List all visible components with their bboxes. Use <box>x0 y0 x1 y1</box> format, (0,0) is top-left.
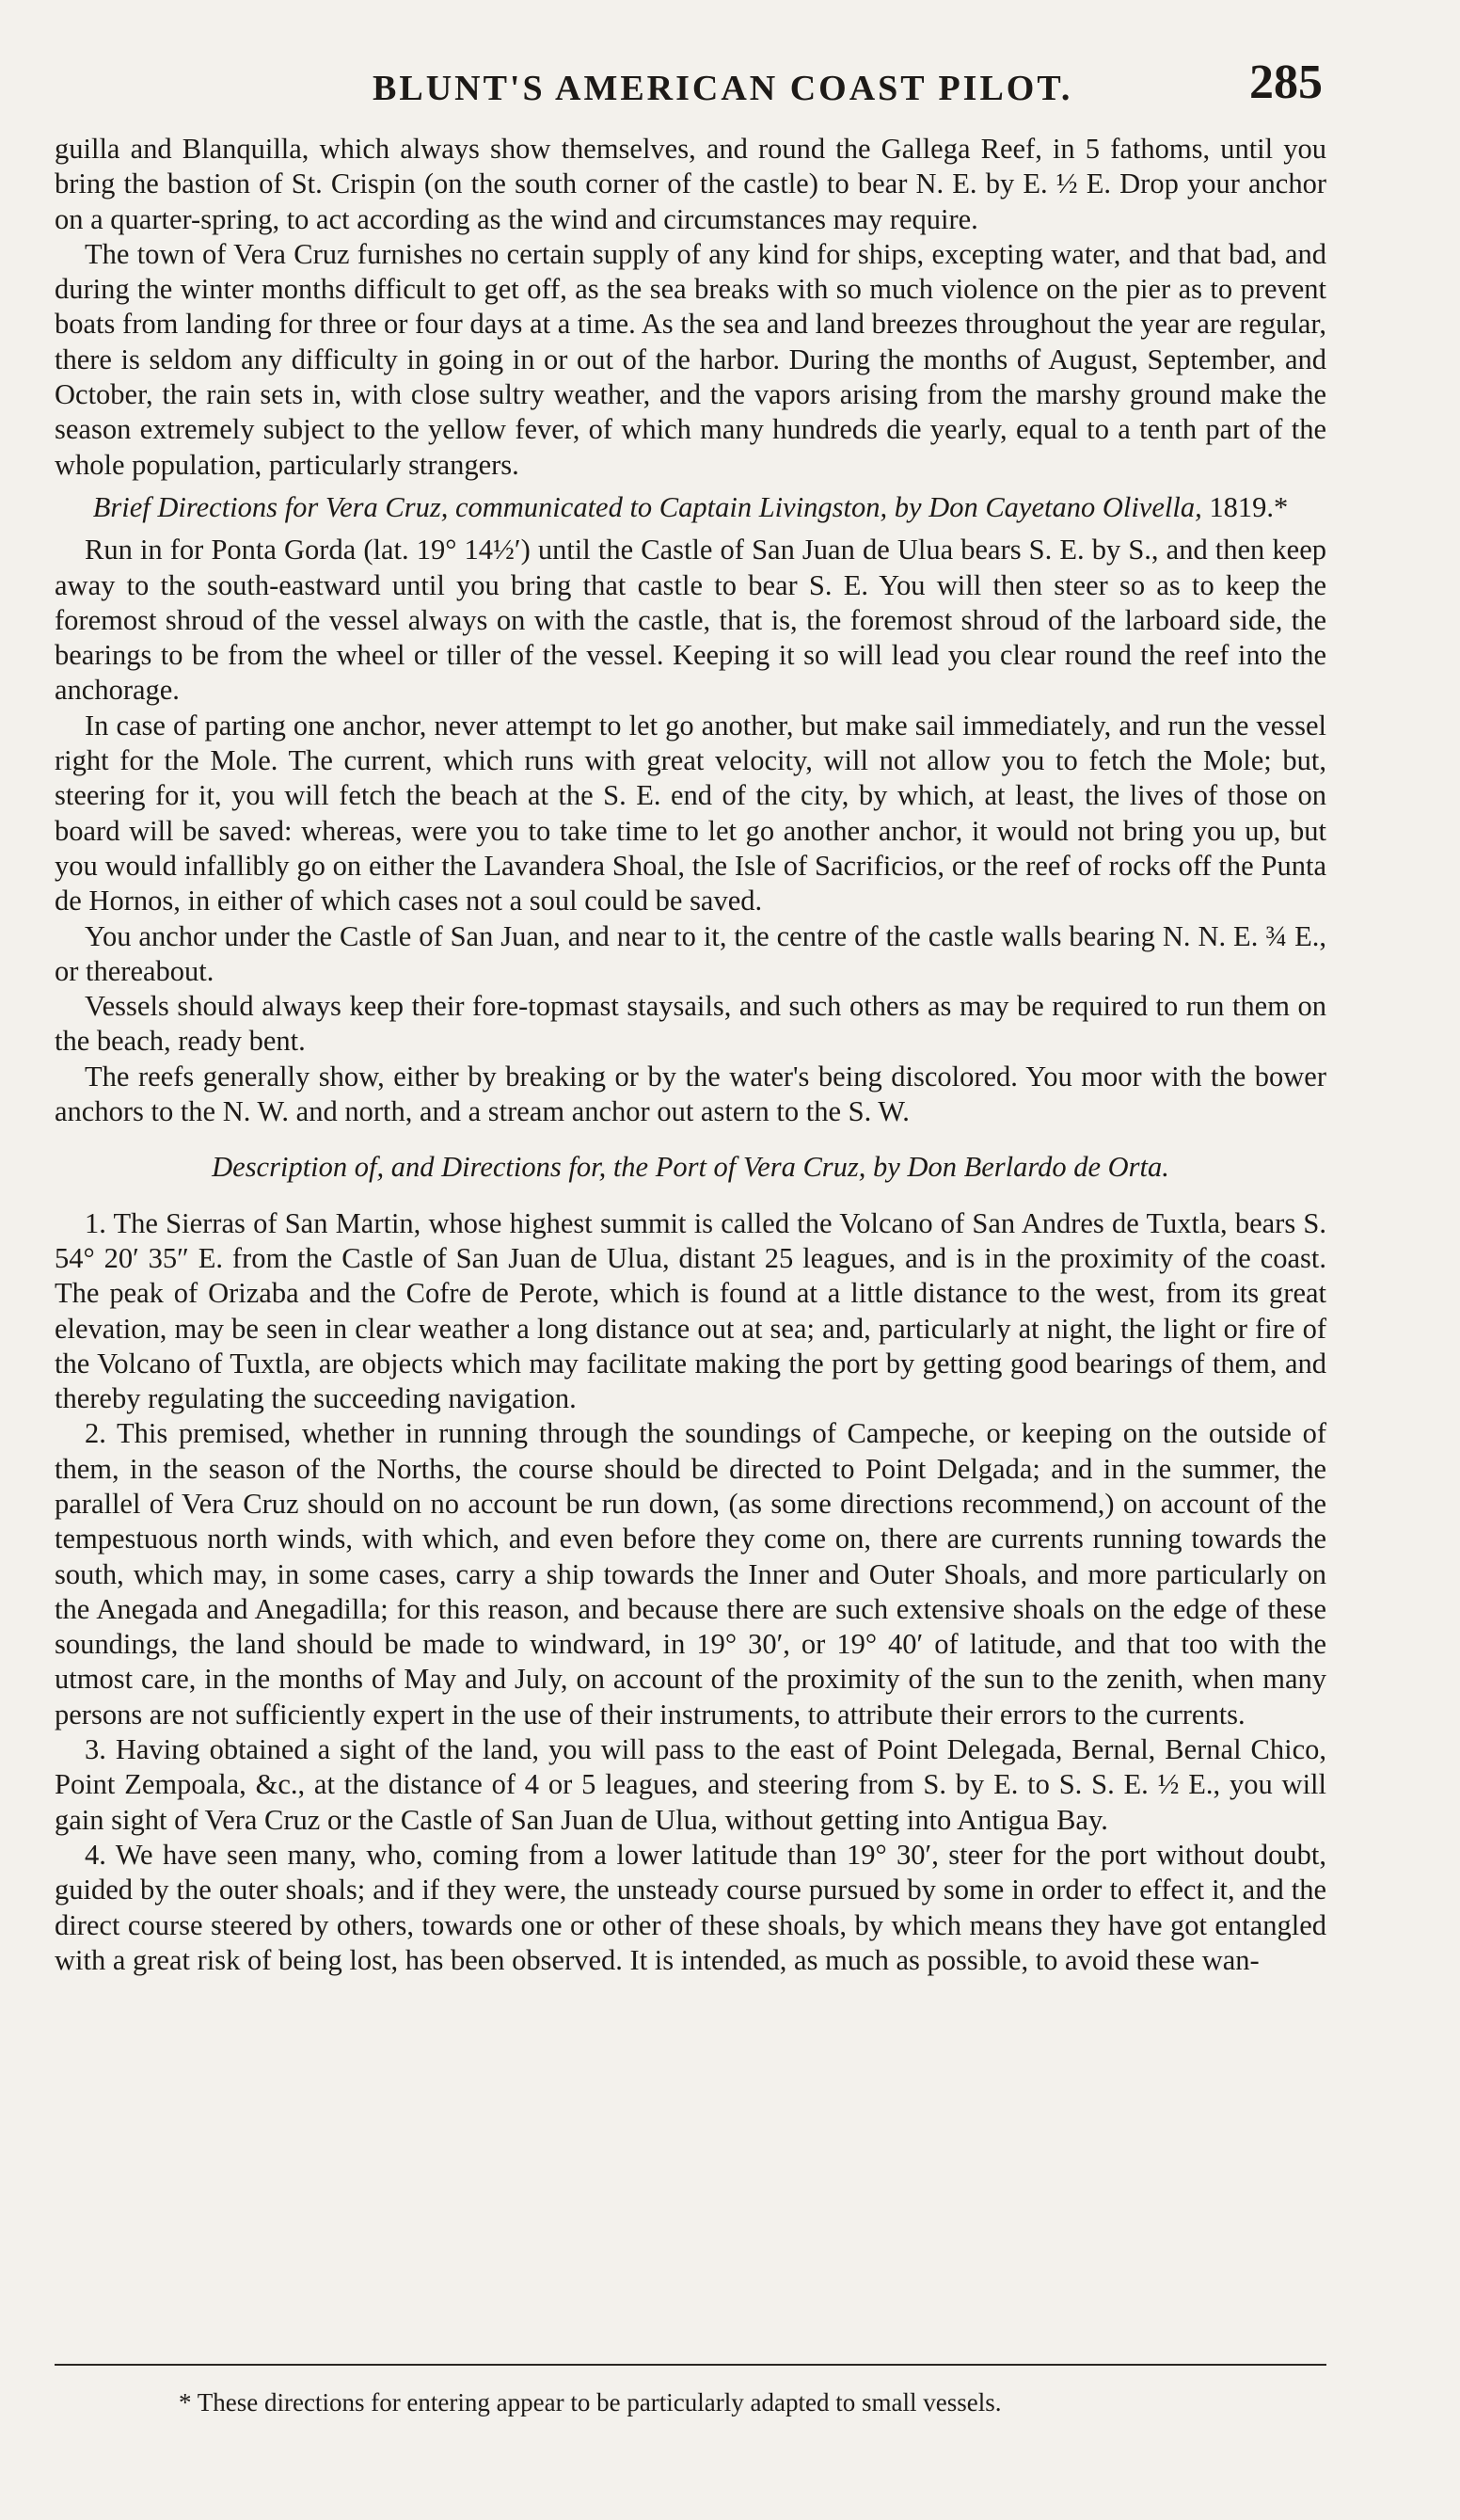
numbered-paragraph: 2. This premised, whether in running through the soundings of Campeche, or keeping on the outside of them, in the season of the Norths, the course should be directed to Point Delgada; and in the summer, the parallel of Vera Cruz should on no account be run down, (as some directions recommend,) on account of the tempestuous north winds, with which, and even before they come on, there are currents running towards the south, which may, in some cases, carry a ship towards the Inner and Outer Shoals, and more particularly on the Anegada and Anegadilla; for this reason, and because there are such extensive shoals on the edge of these soundings, the land should be made to windward, in 19° 30′, or 19° 40′ of latitude, and that too with the utmost care, in the months of May and July, on account of the proximity of the sun to the zenith, when many persons are not sufficiently expert in the use of their instruments, to attribute their errors to the currents. <box>55 1417 1326 1731</box>
paragraph: In case of parting one anchor, never attempt to let go another, but make sail immediately, and run the vessel right for the Mole. The current, which runs with great velocity, will not allow you to fetch the Mole; but, steering for it, you will fetch the beach at the S. E. end of the city, by which, at least, the lives of those on board will be saved: whereas, were you to take time to let go another anchor, it would not bring you up, but you would infallibly go on either the Lavandera Shoal, the Isle of Sacrificios, or the reef of rocks off the Punta de Hornos, in either of which cases not a soul could be saved. <box>55 709 1326 917</box>
running-head <box>53 55 1323 113</box>
section-heading-orta: Description of, and Directions for, the Port of Vera Cruz, by Don Berlardo de Orta. <box>212 1151 1169 1184</box>
section-spacer <box>55 1129 1326 1142</box>
footnote: * These directions for entering appear to be particularly adapted to small vessels. <box>179 2388 1002 2416</box>
paragraph-vera-cruz-supply: The town of Vera Cruz furnishes no certain supply of any kind for ships, excepting water, and that bad, and during the winter months difficult to get off, as the sea breaks with so much violence on the pier as to prevent boats from landing for three or four days at a time. As the sea and land breezes throughout the year are regular, there is seldom any difficulty in going in or out of the harbor. During the months of August, September, and October, the rain sets in, with close sultry weather, and the vapors arising from the marshy ground make the season extremely subject to the yellow fever, of which many hundreds die yearly, equal to a tenth part of the whole population, particularly strangers. <box>55 237 1326 481</box>
numbered-paragraph: 1. The Sierras of San Martin, whose highest summit is called the Volcano of San Andres de Tuxtla, bears S. 54° 20′ 35″ E. from the Castle of San Juan de Ulua, distant 25 leagues, and is in the proximity of the coast. The peak of Orizaba and the Cofre de Perote, which is found at a little distance to the west, from its great elevation, may be seen in clear weather a long distance out at sea; and, particularly at night, the light or fire of the Volcano of Tuxtla, are objects which may facilitate making the port by getting good bearings of them, and thereby regulating the succeeding navigation. <box>55 1206 1326 1415</box>
numbered-paragraph: 3. Having obtained a sight of the land, you will pass to the east of Point Delegada, Bernal, Bernal Chico, Point Zempoala, &c., at the distance of 4 or 5 leagues, and steering from S. by E. to S. S. E. ½ E., you will gain sight of Vera Cruz or the Castle of San Juan de Ulua, without getting into Antigua Bay. <box>55 1733 1326 1836</box>
section-heading-olivella-text: Brief Directions for Vera Cruz, communicated to Captain Livingston, by Don Cayetano Olivella, <box>92 490 1202 523</box>
paragraph: You anchor under the Castle of San Juan, and near to it, the centre of the castle walls bearing N. N. E. ¾ E., or thereabout. <box>55 919 1326 987</box>
section-heading-olivella <box>55 490 1326 525</box>
page-number: 285 <box>1249 56 1323 109</box>
numbered-paragraph: 4. We have seen many, who, coming from a lower latitude than 19° 30′, steer for the port without doubt, guided by the outer shoals; and if they were, the unsteady course pursued by some in order to effect it, and the direct course steered by others, towards one or other of these shoals, by which means they have got entangled with a great risk of being lost, has been observed. It is intended, as much as possible, to avoid these wan- <box>55 1838 1326 1976</box>
body-text <box>55 132 1326 1978</box>
paragraph: Run in for Ponta Gorda (lat. 19° 14½′) until the Castle of San Juan de Ulua bears S. E. by S., and then keep away to the south-eastward until you bring that castle to bear S. E. You will then steer so as to keep the foremost shroud of the vessel always on with the castle, that is, the foremost shroud of the larboard side, the bearings to be from the wheel or tiller of the vessel. Keeping it so will lead you clear round the reef into the anchorage. <box>55 534 1326 707</box>
section-spacer <box>55 1193 1326 1206</box>
section-heading-olivella-year: 1819.* <box>1209 490 1289 523</box>
paragraph-continued: guilla and Blanquilla, which always show themselves, and round the Gallega Reef, in 5 fathoms, until you bring the bastion of St. Crispin (on the south corner of the castle) to bear N. E. by E. ½ E. Drop your anchor on a quarter-spring, to act according as the wind and circumstances may require. <box>55 133 1326 235</box>
paragraph: The reefs generally show, either by breaking or by the water's being discolored. You moor with the bower anchors to the N. W. and north, and a stream anchor out astern to the S. W. <box>55 1060 1326 1128</box>
footnote-rule <box>55 2364 1326 2366</box>
page-header-title: BLUNT'S AMERICAN COAST PILOT. <box>373 69 1073 108</box>
paragraph: Vessels should always keep their fore-topmast staysails, and such others as may be required to run them on the beach, ready bent. <box>55 990 1326 1058</box>
